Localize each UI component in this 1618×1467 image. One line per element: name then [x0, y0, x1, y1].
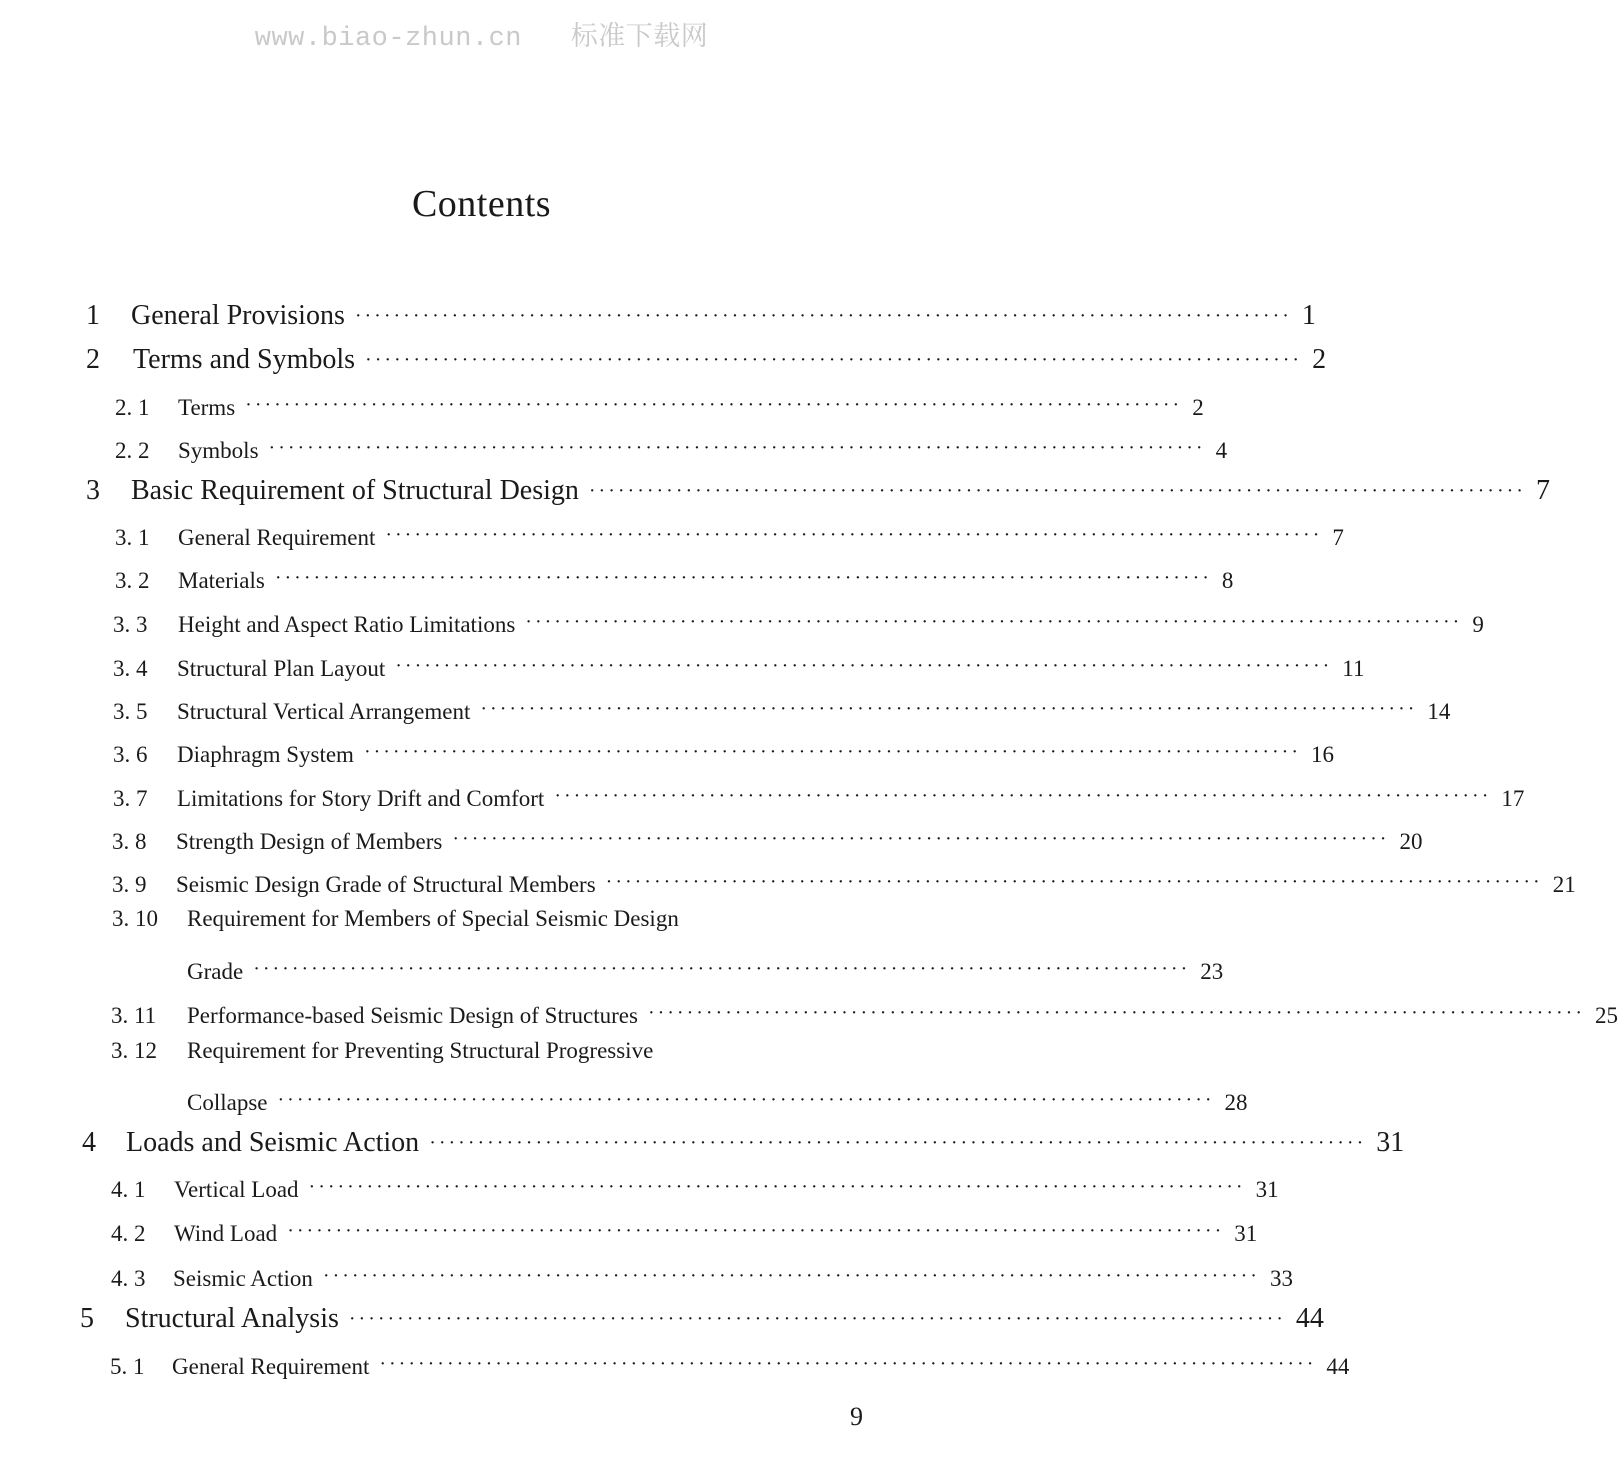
toc-entry-page: 23	[1200, 959, 1224, 984]
toc-entry-title: Terms and Symbols	[133, 344, 356, 375]
page-title: Contents	[411, 183, 552, 225]
toc-dot-leader: ·································································································	[429, 1132, 1367, 1154]
toc-entry-number: 3. 12	[111, 1038, 157, 1063]
toc-entry-title: Limitations for Story Drift and Comfort	[177, 786, 545, 811]
toc-dot-leader: ·································································································	[647, 1002, 1585, 1024]
toc-dot-leader: ·································································································	[277, 1089, 1215, 1111]
toc-entry-page: 11	[1342, 656, 1365, 681]
toc-entry-title-continued: Collapse	[187, 1090, 268, 1115]
toc-entry-number: 3. 2	[115, 568, 150, 593]
toc-entry-5[interactable]	[80, 1299, 1324, 1335]
page-number: 9	[850, 1402, 863, 1431]
toc-dot-leader: ·································································································	[363, 741, 1301, 763]
toc-dot-leader: ·································································································	[268, 437, 1206, 459]
toc-entry-page: 33	[1269, 1266, 1293, 1291]
toc-entry-4-3[interactable]	[111, 1256, 1293, 1292]
toc-entry-2-1[interactable]	[115, 385, 1204, 421]
toc-entry-title: General Requirement	[172, 1354, 370, 1379]
toc-entry-number: 3. 11	[111, 1003, 157, 1028]
toc-entry-3-9[interactable]	[112, 862, 1576, 898]
toc-entry-3-4[interactable]	[113, 646, 1365, 682]
toc-entry-page: 44	[1326, 1354, 1350, 1379]
toc-entry-title: Structural Plan Layout	[177, 656, 386, 681]
toc-entry-3-11[interactable]	[111, 993, 1618, 1029]
toc-entry-title: Height and Aspect Ratio Limitations	[178, 612, 516, 637]
toc-entry-number: 3. 10	[112, 906, 158, 931]
watermark-site: 标准下载网	[570, 24, 709, 54]
toc-entry-page: 31	[1376, 1127, 1405, 1158]
toc-entry-page: 17	[1501, 786, 1525, 811]
toc-entry-4-2[interactable]	[111, 1211, 1258, 1247]
toc-dot-leader: ·································································································	[379, 1353, 1317, 1375]
toc-entry-title: Structural Analysis	[125, 1303, 339, 1334]
toc-dot-leader: ·································································································	[525, 611, 1463, 633]
toc-entry-page: 21	[1552, 872, 1576, 897]
toc-entry-page: 20	[1399, 829, 1423, 854]
toc-entry-page: 25	[1594, 1003, 1618, 1028]
toc-entry-title: Structural Vertical Arrangement	[177, 699, 471, 724]
toc-entry-number: 4. 2	[111, 1221, 146, 1246]
toc-entry-3-8[interactable]	[112, 819, 1423, 855]
toc-entry-page: 7	[1535, 475, 1550, 506]
toc-entry-3-6[interactable]	[113, 732, 1334, 768]
toc-entry-number: 3. 9	[112, 872, 147, 897]
toc-entry-title: Strength Design of Members	[176, 829, 443, 854]
toc-entry-title: Performance-based Seismic Design of Structures	[187, 1003, 638, 1028]
toc-entry-number: 3. 4	[113, 656, 148, 681]
toc-entry-page: 1	[1301, 300, 1316, 331]
toc-entry-title: Symbols	[178, 438, 259, 463]
toc-entry-title: Requirement for Members of Special Seismic Design	[187, 906, 679, 931]
toc-entry-title: General Requirement	[178, 525, 376, 550]
toc-entry-number: 4	[82, 1127, 96, 1158]
toc-entry-4-1[interactable]	[111, 1167, 1279, 1203]
toc-entry-3-12[interactable]	[187, 1080, 1248, 1116]
toc-dot-leader: ·································································································	[274, 567, 1212, 589]
toc-dot-leader: ·································································································	[452, 828, 1390, 850]
toc-dot-leader: ·································································································	[287, 1220, 1225, 1242]
toc-entry-3-3[interactable]	[113, 602, 1484, 638]
toc-entry-page: 31	[1255, 1177, 1279, 1202]
toc-dot-leader: ·································································································	[308, 1176, 1246, 1198]
toc-entry-4[interactable]	[82, 1123, 1405, 1159]
toc-entry-number: 5. 1	[110, 1354, 145, 1379]
toc-entry-2-2[interactable]	[115, 428, 1228, 464]
toc-entry-number: 3. 6	[113, 742, 148, 767]
toc-entry-page: 14	[1427, 699, 1451, 724]
toc-dot-leader: ·································································································	[322, 1265, 1260, 1287]
toc-dot-leader: ·································································································	[588, 480, 1526, 502]
toc-dot-leader: ·································································································	[253, 958, 1191, 980]
watermark-url: www.biao-zhun.cn	[254, 24, 523, 54]
toc-entry-title: Wind Load	[174, 1221, 278, 1246]
toc-entry-page: 8	[1221, 568, 1234, 593]
toc-entry-3-5[interactable]	[113, 689, 1451, 725]
toc-entry-title: Terms	[178, 395, 236, 420]
toc-entry-page: 9	[1472, 612, 1484, 637]
toc-dot-leader: ·································································································	[554, 785, 1492, 807]
toc-entry-number: 2	[86, 344, 100, 375]
toc-entry-title-continued: Grade	[187, 959, 244, 984]
toc-dot-leader: ·································································································	[605, 871, 1543, 893]
toc-entry-number: 3	[86, 475, 100, 506]
toc-dot-leader: ·································································································	[395, 655, 1333, 677]
toc-entry-number: 4. 3	[111, 1266, 146, 1291]
toc-entry-number: 2. 1	[115, 395, 150, 420]
toc-dot-leader: ·································································································	[365, 349, 1303, 371]
toc-entry-page: 44	[1295, 1303, 1324, 1334]
toc-dot-leader: ·································································································	[385, 524, 1323, 546]
toc-entry-number: 4. 1	[111, 1177, 146, 1202]
toc-dot-leader: ·································································································	[354, 305, 1292, 327]
toc-entry-1[interactable]	[86, 296, 1316, 332]
toc-entry-title: General Provisions	[131, 300, 345, 331]
toc-entry-number: 5	[80, 1303, 94, 1334]
toc-entry-number: 3. 1	[115, 525, 150, 550]
toc-entry-3-7[interactable]	[113, 776, 1525, 812]
toc-entry-2[interactable]	[86, 340, 1327, 376]
toc-entry-3-2[interactable]	[115, 558, 1234, 594]
toc-entry-3-10[interactable]	[187, 949, 1224, 985]
toc-entry-3-1[interactable]	[115, 515, 1344, 551]
toc-entry-title: Seismic Action	[173, 1266, 313, 1291]
toc-dot-leader: ·································································································	[480, 698, 1418, 720]
toc-entry-number: 3. 3	[113, 612, 148, 637]
toc-entry-number: 2. 2	[115, 438, 150, 463]
toc-entry-page: 2	[1192, 395, 1204, 420]
toc-entry-title: Materials	[178, 568, 265, 593]
toc-entry-number: 3. 7	[113, 786, 148, 811]
toc-dot-leader: ·································································································	[245, 394, 1183, 416]
toc-entry-page: 28	[1224, 1090, 1248, 1115]
toc-entry-number: 3. 8	[112, 829, 147, 854]
toc-entry-page: 7	[1332, 525, 1344, 550]
toc-entry-number: 3. 5	[113, 699, 148, 724]
toc-entry-title: Vertical Load	[174, 1177, 299, 1202]
toc-entry-5-1[interactable]	[110, 1344, 1350, 1380]
toc-entry-page: 2	[1312, 344, 1327, 375]
toc-entry-title: Basic Requirement of Structural Design	[131, 475, 579, 506]
toc-dot-leader: ·································································································	[348, 1308, 1286, 1330]
toc-entry-page: 4	[1215, 438, 1228, 463]
toc-entry-page: 16	[1311, 742, 1334, 767]
toc-entry-title: Requirement for Preventing Structural Progressive	[187, 1038, 654, 1063]
toc-entry-title: Diaphragm System	[177, 742, 354, 767]
toc-entry-number: 1	[86, 300, 100, 331]
toc-entry-title: Seismic Design Grade of Structural Members	[176, 872, 596, 897]
toc-entry-3[interactable]	[86, 471, 1550, 507]
toc-entry-title: Loads and Seismic Action	[126, 1127, 420, 1158]
toc-entry-page: 31	[1234, 1221, 1258, 1246]
